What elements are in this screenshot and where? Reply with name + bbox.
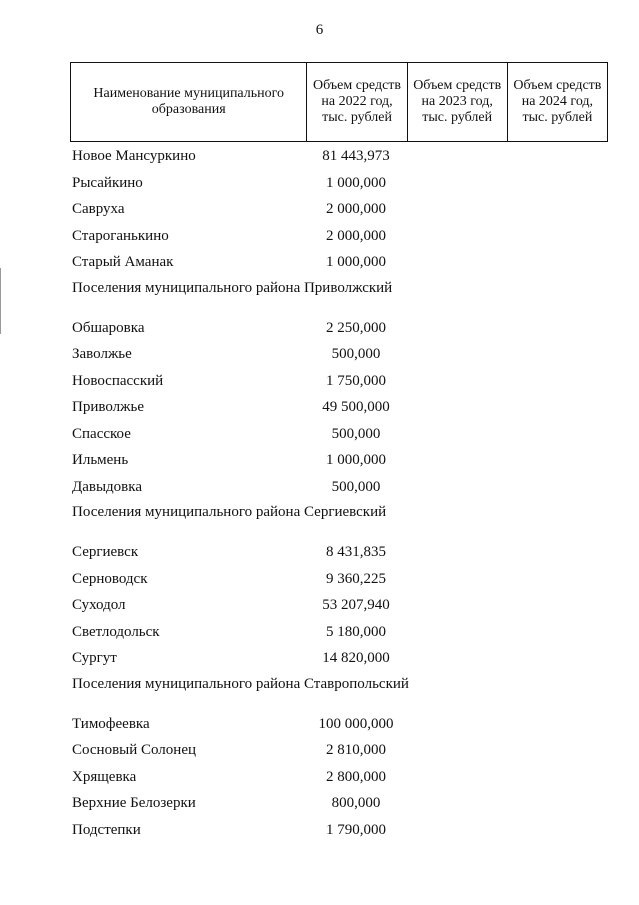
amount-2022: 9 360,225 <box>326 570 386 587</box>
section-row <box>0 276 639 315</box>
municipality-name: Староганькино <box>72 227 169 244</box>
amount-2022: 500,000 <box>331 346 381 362</box>
municipality-name: Приволжье <box>72 399 144 415</box>
amount-2022: 1 000,000 <box>326 452 386 468</box>
municipality-name: Обшаровка <box>72 319 145 336</box>
table-row <box>0 170 639 197</box>
table-row <box>0 421 639 448</box>
table-row <box>0 196 639 223</box>
section-row <box>0 672 639 711</box>
municipality-name: Подстепки <box>72 821 141 838</box>
amount-2022: 2 810,000 <box>326 742 386 758</box>
municipality-name: Сергиевск <box>72 544 139 560</box>
municipality-name: Рысайкино <box>72 174 143 191</box>
municipality-name: Новое Мансуркино <box>72 148 196 164</box>
table-row <box>0 447 639 474</box>
table-row <box>0 764 639 791</box>
amount-2022: 1 750,000 <box>326 372 386 389</box>
amount-2022: 8 431,835 <box>326 544 386 560</box>
amount-2022: 100 000,000 <box>318 715 394 732</box>
table-row <box>0 474 639 501</box>
amount-2022: 500,000 <box>331 425 381 442</box>
amount-2022: 53 207,940 <box>322 597 390 613</box>
municipality-name: Суходол <box>72 597 126 613</box>
table-row <box>0 539 639 566</box>
table-row <box>0 566 639 593</box>
amount-2022: 81 443,973 <box>322 148 390 164</box>
table-body <box>0 143 639 843</box>
amount-2022: 14 820,000 <box>322 650 390 666</box>
municipality-name: Давыдовка <box>72 478 142 495</box>
amount-2022: 2 800,000 <box>326 768 386 785</box>
amount-2022: 49 500,000 <box>322 399 390 415</box>
amount-2022: 800,000 <box>331 795 381 811</box>
municipality-name: Новоспасский <box>72 372 164 389</box>
amount-2022: 5 180,000 <box>326 623 386 640</box>
municipality-name: Светлодольск <box>72 623 160 640</box>
municipality-name: Старый Аманак <box>72 254 174 270</box>
page-number: 6 <box>315 22 324 38</box>
amount-2022: 2 250,000 <box>326 319 386 336</box>
municipality-name: Сургут <box>72 650 117 666</box>
amount-2022: 2 000,000 <box>326 201 386 217</box>
table-row <box>0 592 639 619</box>
table-row <box>0 315 639 342</box>
section-row <box>0 500 639 539</box>
amount-2022: 1 790,000 <box>326 821 386 838</box>
table-row <box>0 249 639 276</box>
municipality-name: Тимофеевка <box>72 715 150 732</box>
header-name-column: Наименование муниципального образования <box>71 63 307 142</box>
municipality-name: Савруха <box>72 201 125 217</box>
municipality-name: Спасское <box>72 425 131 442</box>
table-row <box>0 645 639 672</box>
table-row <box>0 368 639 395</box>
table-row <box>0 817 639 844</box>
municipality-name: Хрящевка <box>72 768 137 785</box>
table-row <box>0 394 639 421</box>
table-row <box>0 619 639 646</box>
amount-2022: 1 000,000 <box>326 254 386 270</box>
header-year-2022: Объем средств на 2022 год, тыс. рублей <box>307 63 407 142</box>
table-row <box>0 341 639 368</box>
table-row <box>0 223 639 250</box>
table-row <box>0 143 639 170</box>
scan-edge-line <box>0 268 1 334</box>
municipality-name: Верхние Белозерки <box>72 795 196 811</box>
amount-2022: 2 000,000 <box>326 227 386 244</box>
section-title: Поселения муниципального района Ставропольский <box>72 675 409 692</box>
municipality-name: Сосновый Солонец <box>72 742 197 758</box>
section-title: Поселения муниципального района Сергиевский <box>72 504 387 520</box>
table-row <box>0 737 639 764</box>
table-row <box>0 790 639 817</box>
amount-2022: 1 000,000 <box>326 174 386 191</box>
header-year-2024: Объем средств на 2024 год, тыс. рублей <box>507 63 607 142</box>
section-title: Поселения муниципального района Приволжский <box>72 279 393 296</box>
municipality-name: Заволжье <box>72 346 132 362</box>
amount-2022: 500,000 <box>331 478 381 495</box>
table-header <box>70 62 608 142</box>
municipality-name: Серноводск <box>72 570 148 587</box>
header-year-2023: Объем средств на 2023 год, тыс. рублей <box>407 63 507 142</box>
municipality-name: Ильмень <box>72 452 129 468</box>
table-row <box>0 711 639 738</box>
